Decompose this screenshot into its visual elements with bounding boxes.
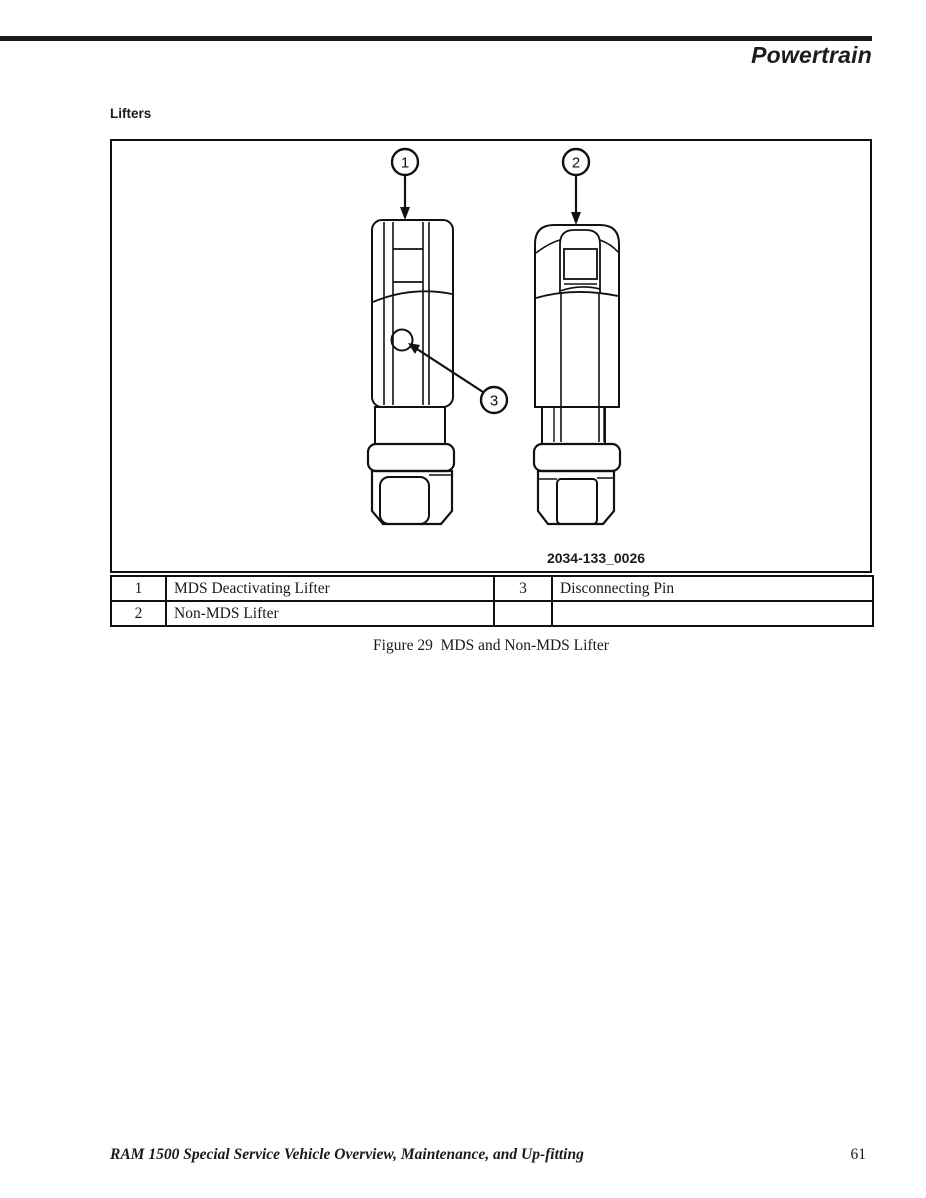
image-code-label: 2034-133_0026 (546, 550, 646, 566)
figure-frame (110, 139, 872, 573)
legend-num-cell (494, 601, 552, 626)
footer-doc-title: RAM 1500 Special Service Vehicle Overview, Maintenance, and Up-fitting (110, 1146, 584, 1163)
legend-table (110, 575, 874, 627)
legend-num-cell: 2 (111, 601, 166, 626)
table-row (111, 601, 873, 626)
callout-2-badge (563, 149, 589, 175)
figure-caption: Figure 29 MDS and Non-MDS Lifter (373, 637, 609, 654)
mds-lifter-drawing (368, 220, 454, 524)
disconnecting-pin-circle (392, 330, 413, 351)
callout-1-arrow (400, 175, 410, 220)
section-heading: Lifters (110, 106, 152, 121)
lifter-diagram (112, 141, 870, 571)
page-section-title: Powertrain (751, 42, 872, 68)
legend-num-cell: 3 (494, 576, 552, 601)
legend-label-cell (552, 601, 873, 626)
legend-label-cell: Disconnecting Pin (552, 576, 873, 601)
legend-label-cell: Non-MDS Lifter (166, 601, 494, 626)
legend-label-cell: MDS Deactivating Lifter (166, 576, 494, 601)
callout-3-badge (481, 387, 507, 413)
callout-2-arrow (571, 175, 581, 225)
footer-page-number: 61 (850, 1146, 866, 1163)
header-rule (0, 36, 872, 41)
non-mds-lifter-drawing (534, 225, 620, 524)
table-row (111, 576, 873, 601)
callout-1-badge (392, 149, 418, 175)
callout-3-arrow (408, 343, 483, 392)
legend-num-cell: 1 (111, 576, 166, 601)
callout-1-label: 1 (400, 154, 410, 172)
callout-2-label: 2 (571, 154, 581, 172)
callout-3-label: 3 (489, 392, 499, 410)
